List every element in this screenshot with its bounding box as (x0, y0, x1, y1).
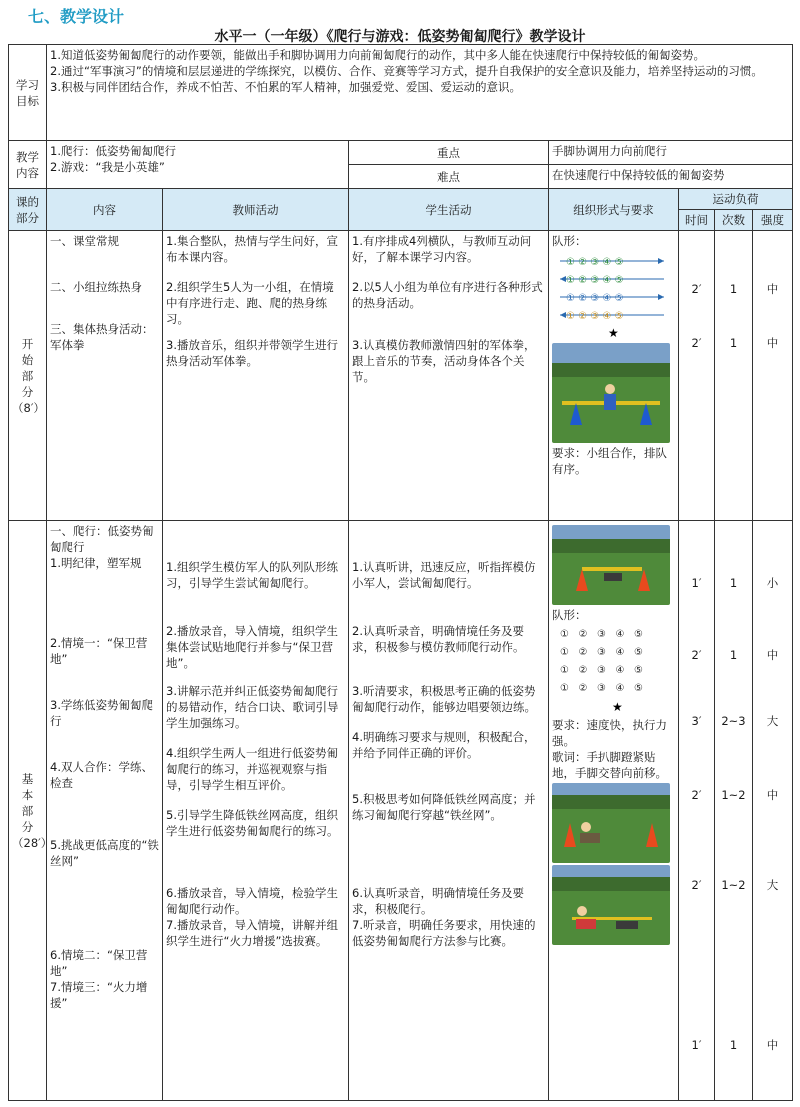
content-entry: 5.挑战更低高度的“铁丝网” (50, 838, 159, 868)
objective-item: 3.积极与同伴团结合作，养成不怕苦、不怕累的军人精神，加强爱党、爱国、爱运动的意识。 (50, 80, 521, 94)
part1-label-char: 始 (21, 352, 34, 367)
student-entry: 1.有序排成4列横队，与教师互动问好，了解本课学习内容。 (352, 234, 532, 264)
student-entry: 5.积极思考如何降低铁丝网高度；并练习匍匐爬行穿越“铁丝网”。 (352, 792, 536, 822)
load-intensity: 小 (766, 576, 779, 590)
svg-text:① ② ③ ④ ⑤: ① ② ③ ④ ⑤ (560, 647, 643, 658)
part2-student (349, 521, 549, 1101)
formation-diagram-grid (556, 625, 676, 715)
part1-label-char: 开 (21, 336, 34, 351)
header-count: 次数 (715, 210, 753, 231)
teacher-star-icon: ★ (608, 326, 619, 340)
lesson-plan-table (8, 44, 793, 1101)
svg-text:① ② ③ ④ ⑤: ① ② ③ ④ ⑤ (560, 683, 643, 694)
teacher-entry: 1.组织学生模仿军人的队列队形练习，引导学生尝试匍匐爬行。 (166, 560, 338, 590)
teacher-entry: 5.引导学生降低铁丝网高度，组织学生进行低姿势匍匐爬行的练习。 (166, 808, 339, 838)
content-item: 2.游戏：“我是小英雄” (50, 160, 165, 174)
org-lyric: 歌词：手扒脚蹬紧贴地，手脚交替向前移。 (552, 750, 667, 780)
load-count: 2~3 (721, 714, 746, 728)
header-part: 课的部分 (9, 189, 47, 231)
teacher-entry: 3.播放音乐，组织并带领学生进行热身活动军体拳。 (166, 338, 338, 368)
svg-text:① ② ③ ④ ⑤: ① ② ③ ④ ⑤ (566, 293, 624, 304)
header-load: 运动负荷 (679, 189, 793, 210)
load-intensity: 大 (766, 714, 779, 728)
difficulty-label: 难点 (349, 165, 549, 189)
content-entry: 6.情境二：“保卫营地” (50, 948, 148, 978)
header-time: 时间 (679, 210, 715, 231)
formation-label: 队形： (552, 608, 587, 622)
teacher-entry: 3.讲解示范并纠正低姿势匍匐爬行的易错动作，结合口诀、歌词引导学生加强练习。 (166, 684, 339, 730)
student-entry: 3.认真模仿教师激情四射的军体拳，跟上音乐的节奏，活动身体各个关节。 (352, 338, 536, 384)
student-entry: 7.听录音，明确任务要求，用快速的低姿势匍匐爬行方法参与比赛。 (352, 918, 536, 948)
load-time: 2′ (691, 336, 702, 350)
student-entry: 6.认真听录音，明确情境任务及要求，积极爬行。 (352, 886, 524, 916)
load-time: 3′ (691, 714, 702, 728)
load-intensity: 大 (766, 878, 779, 892)
header-teacher: 教师活动 (163, 189, 349, 231)
doc-title: 水平一（一年级）《爬行与游戏：低姿势匍匐爬行》教学设计 (214, 29, 586, 45)
part2-label-char: （28′） (12, 835, 53, 850)
teacher-entry: 4.组织学生两人一组进行低姿势匍匐爬行的练习，并巡视观察与指导，引导学生相互评价。 (166, 746, 338, 792)
svg-text:① ② ③ ④ ⑤: ① ② ③ ④ ⑤ (560, 665, 643, 676)
formation-row-3 (560, 293, 664, 304)
part1-label-char: 部 (21, 368, 34, 383)
svg-text:① ② ③ ④ ⑤: ① ② ③ ④ ⑤ (566, 275, 624, 286)
part1-time (679, 231, 715, 521)
content-entry: 一、爬行：低姿势匍匐爬行 (50, 524, 154, 554)
load-time: 1′ (691, 1038, 702, 1052)
content-label-text: 教学内容 (16, 149, 39, 180)
teacher-entry: 2.播放录音，导入情境，组织学生集体尝试贴地爬行并参与“保卫营地”。 (166, 624, 338, 670)
load-time: 1′ (691, 576, 702, 590)
load-intensity: 中 (766, 1038, 779, 1052)
header-student: 学生活动 (349, 189, 549, 231)
formation-row-4 (560, 311, 664, 322)
teacher-entry: 7.播放录音，导入情境，讲解并组织学生进行“火力增援”选拔赛。 (166, 918, 338, 948)
load-count: 1 (729, 336, 738, 350)
part1-teacher (163, 231, 349, 521)
content-entry: 3.学练低姿势匍匐爬行 (50, 698, 153, 728)
part2-content (47, 521, 163, 1101)
part2-time (679, 521, 715, 1101)
load-intensity: 中 (766, 648, 779, 662)
load-time: 2′ (691, 648, 702, 662)
org-requirement: 要求：速度快，执行力强。 (552, 718, 667, 748)
load-time: 2′ (691, 878, 702, 892)
student-entry: 3.听清要求，积极思考正确的低姿势匍匐爬行动作，能够边唱要领边练。 (352, 684, 536, 714)
crawl-photo-2 (552, 783, 670, 863)
student-entry: 2.以5人小组为单位有序进行各种形式的热身活动。 (352, 280, 543, 310)
formation-label: 队形： (552, 234, 587, 248)
part1-label-char: （8′） (12, 400, 45, 415)
load-count: 1 (729, 648, 738, 662)
objective-item: 1.知道低姿势匍匐爬行的动作要领，能做出手和脚协调用力向前匍匐爬行的动作，其中多人能在快速爬行中保持较低的匍匐姿势。 (50, 48, 705, 62)
key-point-label: 重点 (349, 141, 549, 165)
load-count: 1~2 (721, 878, 746, 892)
load-count: 1~2 (721, 788, 746, 802)
part1-count (715, 231, 753, 521)
content-entry: 1.明纪律，塑军规 (50, 556, 142, 570)
part1-org (549, 231, 679, 521)
header-org: 组织形式与要求 (549, 189, 679, 231)
part1-intensity (753, 231, 793, 521)
content-entry: 4.双人合作：学练、检查 (50, 760, 153, 790)
part1-content (47, 231, 163, 521)
teacher-star-icon: ★ (612, 700, 623, 714)
part2-teacher (163, 521, 349, 1101)
part2-label-char: 本 (21, 787, 34, 802)
header-content: 内容 (47, 189, 163, 231)
svg-text:① ② ③ ④ ⑤: ① ② ③ ④ ⑤ (560, 629, 643, 640)
load-time: 2′ (691, 282, 702, 296)
student-entry: 4.明确练习要求与规则，积极配合，并给予同伴正确的评价。 (352, 730, 536, 760)
section-title: 七、教学设计 (28, 7, 125, 26)
formation-row-1 (560, 257, 664, 268)
svg-text:① ② ③ ④ ⑤: ① ② ③ ④ ⑤ (566, 311, 624, 322)
objectives-label-text: 学习目标 (16, 77, 39, 108)
part1-label-char: 分 (21, 384, 34, 399)
formation-row-2 (560, 275, 664, 286)
part2-label-char: 基 (21, 771, 34, 786)
content-items-cell (47, 141, 349, 189)
part2-label-char: 部 (21, 803, 34, 818)
part2-label-char: 分 (21, 819, 34, 834)
load-intensity: 中 (766, 282, 779, 296)
student-entry: 2.认真听录音，明确情境任务及要求，积极参与模仿教师爬行动作。 (352, 624, 525, 654)
load-count: 1 (729, 1038, 738, 1052)
part1-label (9, 231, 47, 521)
svg-text:① ② ③ ④ ⑤: ① ② ③ ④ ⑤ (566, 257, 624, 268)
teacher-entry: 2.组织学生5人为一小组，在情境中有序进行走、跑、爬的热身练习。 (166, 280, 334, 326)
part2-label (9, 521, 53, 1101)
warmup-photo (552, 343, 670, 443)
content-entry: 7.情境三：“火力增援” (50, 980, 148, 1010)
key-point-text: 手脚协调用力向前爬行 (549, 141, 793, 165)
content-entry: 二、小组拉练热身 (50, 280, 142, 294)
formation-diagram-lines (556, 251, 668, 341)
load-count: 1 (729, 576, 738, 590)
content-entry: 2.情境一：“保卫营地” (50, 636, 148, 666)
student-entry: 1.认真听讲，迅速反应，听指挥模仿小军人，尝试匍匐爬行。 (352, 560, 536, 590)
teacher-entry: 1.集合整队，热情与学生问好，宣布本课内容。 (166, 234, 338, 264)
header-intensity: 强度 (753, 210, 793, 231)
load-intensity: 中 (766, 788, 779, 802)
difficulty-text: 在快速爬行中保持较低的匍匐姿势 (549, 165, 793, 189)
crawl-photo-3 (552, 865, 670, 945)
objectives-label (9, 45, 47, 141)
load-intensity: 中 (766, 336, 779, 350)
content-entry: 三、集体热身活动：军体拳 (50, 322, 154, 352)
crawl-photo-1 (552, 525, 670, 605)
teacher-entry: 6.播放录音，导入情境，检验学生匍匐爬行动作。 (166, 886, 338, 916)
content-label (9, 141, 47, 189)
objective-item: 2.通过“军事演习”的情境和层层递进的学练探究，以模仿、合作、竞赛等学习方式，提升自我保护的安全意识及能力，培养坚持运动的习惯。 (50, 64, 763, 78)
part2-count (715, 521, 753, 1101)
load-count: 1 (729, 282, 738, 296)
objectives-cell (47, 45, 793, 141)
content-item: 1.爬行：低姿势匍匐爬行 (50, 144, 176, 158)
part2-intensity (753, 521, 793, 1101)
load-time: 2′ (691, 788, 702, 802)
content-entry: 一、课堂常规 (50, 234, 119, 248)
org-requirement: 要求：小组合作，排队有序。 (552, 446, 667, 476)
part2-org (549, 521, 679, 1101)
part1-student (349, 231, 549, 521)
